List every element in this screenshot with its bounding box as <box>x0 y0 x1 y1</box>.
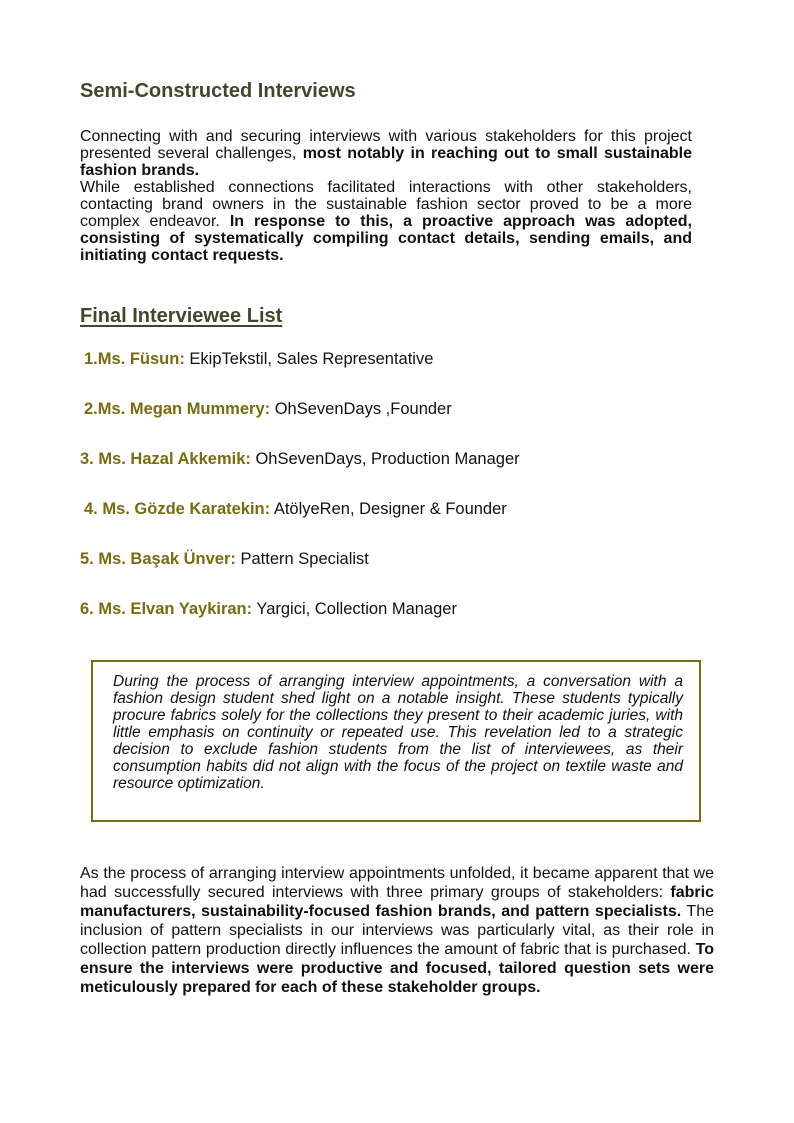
connections-text-bold: In response to this, a proactive approach was adopted, consisting of systematically compiling contact details, sending emails, and initiating contact requests. <box>80 213 693 264</box>
list-item <box>80 600 457 619</box>
connections-text-normal: While established connections facilitated interactions with other stakeholders, contacting brand owners in the sustainable fashion sector proved to be a more complex endeavor. <box>80 179 692 230</box>
closing-text-normal-1: As the process of arranging interview appointments unfolded, it became apparent that we had successfully secured interviews with three primary groups of stakeholders: <box>80 865 714 901</box>
intro-paragraph <box>80 128 692 264</box>
section-title-semi-constructed: Semi-Constructed Interviews <box>80 80 356 102</box>
intro-text-normal: Connecting with and securing interviews with various stakeholders for this project presented several challenges, <box>80 128 692 162</box>
section-title-interviewee-list: Final Interviewee List <box>80 305 283 327</box>
intro-text-bold: most notably in reaching out to small sustainable fashion brands. <box>80 145 692 179</box>
interviewee-detail: OhSevenDays ,Founder <box>270 400 452 418</box>
list-item <box>84 500 507 519</box>
list-item <box>84 400 452 419</box>
interviewee-name: 3. Ms. Hazal Akkemik: <box>80 450 251 468</box>
interviewee-detail: Yargici, Collection Manager <box>252 600 457 618</box>
interviewee-detail: Pattern Specialist <box>235 550 369 568</box>
insight-callout-box <box>91 660 701 822</box>
interviewee-detail: OhSevenDays, Production Manager <box>250 450 520 468</box>
interviewee-name: 1.Ms. Füsun: <box>84 350 185 368</box>
closing-text-bold-1: fabric manufacturers, sustainability-focused fashion brands, and pattern specialists. <box>80 884 714 920</box>
interviewee-name: 5. Ms. Başak Ünver: <box>80 550 236 568</box>
callout-text: During the process of arranging interview appointments, a conversation with a fashion design student shed light on a notable insight. These students typically procure fabrics solely for the collections they present to their academic juries, with little emphasis on continuity or repeated use. This revelation led to a strategic decision to exclude fashion students from the list of interviewees, as their consumption habits did not align with the focus of the project on textile waste and resource optimization. <box>113 673 683 792</box>
interviewee-name: 6. Ms. Elvan Yaykiran: <box>80 600 253 618</box>
interviewee-name: 4. Ms. Gözde Karatekin: <box>84 500 271 518</box>
interviewee-name: 2.Ms. Megan Mummery: <box>84 400 271 418</box>
closing-text-normal-2: The inclusion of pattern specialists in our interviews was particularly vital, as their role in collection pattern production directly influences the amount of fabric that is purchased. <box>80 903 714 958</box>
list-item <box>80 450 520 469</box>
interviewee-detail: EkipTekstil, Sales Representative <box>184 350 434 368</box>
list-item <box>80 550 369 569</box>
interviewee-detail: AtölyeRen, Designer & Founder <box>270 500 507 518</box>
list-item <box>84 350 433 369</box>
closing-text-bold-2: To ensure the interviews were productive and focused, tailored question sets were meticulously prepared for each of these stakeholder groups. <box>80 941 714 996</box>
closing-paragraph <box>80 864 714 997</box>
